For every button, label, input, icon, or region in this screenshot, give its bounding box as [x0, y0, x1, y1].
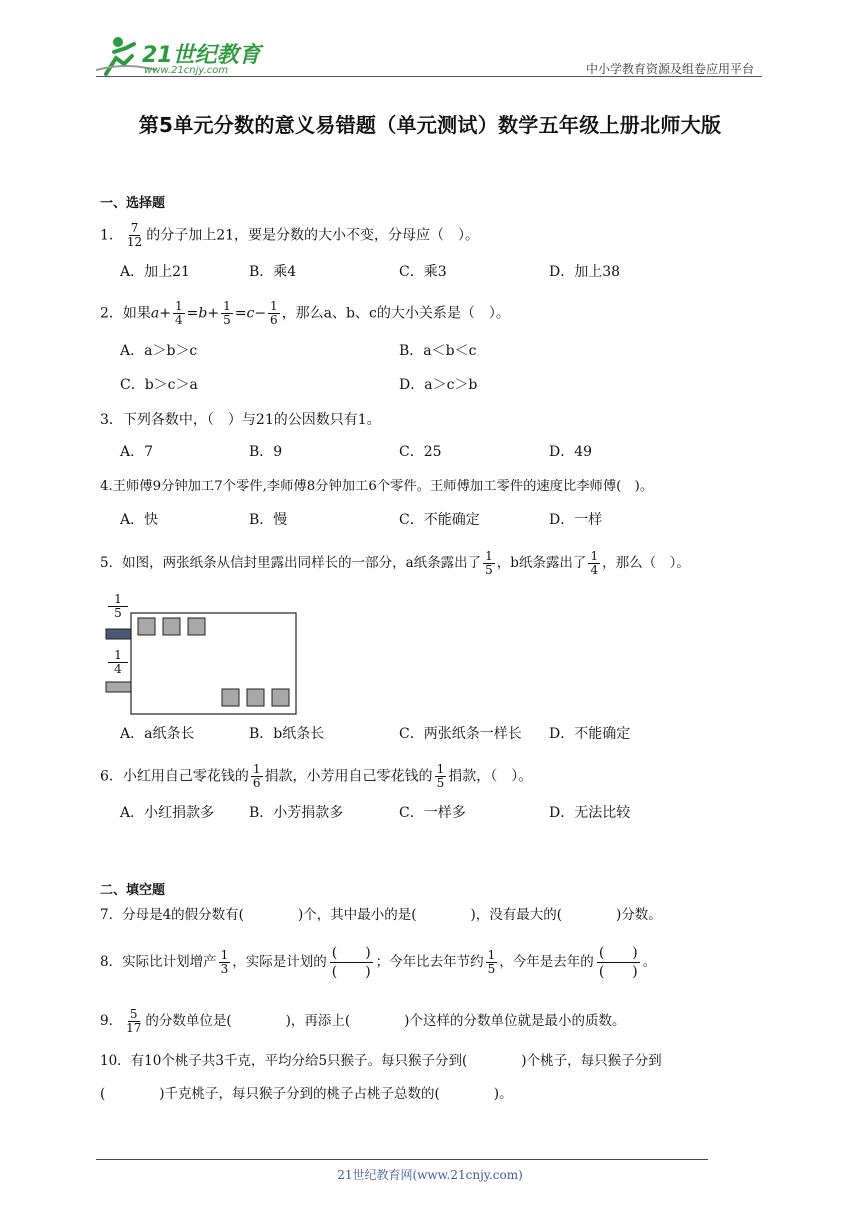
q5-option-a: A．a纸条长 [120, 726, 195, 742]
frac-den: 4 [590, 563, 599, 577]
q4-option-c: C．不能确定 [399, 512, 480, 528]
stamp [188, 618, 205, 635]
strip-b [106, 682, 132, 692]
q6-text-a: 6．小红用自己零花钱的 [100, 768, 249, 785]
q8-frac-2 [486, 949, 498, 976]
q2-text: ，那么a、b、c的大小关系是（ ）。 [281, 305, 510, 322]
frac-num: 1 [590, 549, 599, 563]
blank-den[interactable]: ( ) [331, 964, 371, 980]
q9-text: 的分数单位是( )，再添上( )个这样的分数单位就是最小的质数。 [145, 1013, 626, 1029]
q6-option-d: D．无法比较 [549, 805, 631, 821]
var-a: a [150, 305, 160, 322]
question-3: 3．下列各数中，（ ）与21的公因数只有1。 [100, 412, 381, 428]
q5-option-b: B．b纸条长 [249, 726, 325, 742]
frac-num: 5 [129, 1007, 138, 1021]
frac-den: 4 [114, 662, 122, 676]
q1-text: 的分子加上21，要是分数的大小不变，分母应（ ）。 [146, 227, 480, 244]
stamp [222, 689, 239, 706]
q2-option-b: B．a＜b＜c [399, 343, 477, 359]
envelope-svg [100, 590, 305, 720]
frac-num: 7 [130, 221, 139, 235]
q8-frac-1 [219, 949, 231, 976]
frac-num: 1 [175, 299, 183, 313]
q6-frac-2 [435, 763, 447, 790]
frac-num: 1 [108, 649, 128, 663]
q1-option-d: D．加上38 [549, 264, 621, 280]
frac-num: 1 [108, 593, 128, 607]
q1-fraction [125, 222, 144, 249]
q3-option-d: D．49 [549, 444, 593, 460]
section-heading-choice: 一、选择题 [100, 196, 166, 211]
question-9 [100, 1008, 625, 1035]
envelope [131, 613, 296, 714]
q4-option-a: A．快 [120, 512, 159, 528]
q6-text-b: 捐款，小芳用自己零花钱的 [264, 768, 433, 785]
q1-option-b: B．乘4 [249, 264, 297, 280]
strip-a [106, 629, 132, 639]
envelope-figure [100, 590, 305, 720]
frac-den: 5 [436, 776, 445, 790]
q2-frac-3 [268, 300, 280, 327]
q8-blank-fraction-1[interactable] [330, 944, 373, 981]
q1-option-c: C．乘3 [399, 264, 447, 280]
frac-num: 1 [270, 299, 278, 313]
q1-option-a: A．加上21 [120, 264, 190, 280]
frac-den: 6 [270, 313, 278, 327]
footer-text: 21世纪教育网(www.21cnjy.com) [337, 1168, 523, 1182]
footer-divider [96, 1159, 708, 1160]
blank-den[interactable]: ( ) [598, 964, 638, 980]
frac-den: 5 [114, 606, 122, 620]
question-10-line-2: ( )千克桃子，每只猴子分到的桃子占桃子总数的( )。 [100, 1086, 513, 1102]
q6-option-c: C．一样多 [399, 805, 466, 821]
question-8 [100, 944, 656, 981]
q2-number: 2．如果 [100, 305, 151, 322]
site-logo [96, 34, 266, 80]
q3-option-a: A．7 [120, 444, 154, 460]
equal-sign: = [186, 305, 199, 322]
q8-text-e: 。 [642, 954, 657, 970]
frac-num: 1 [223, 299, 231, 313]
q6-option-a: A．小红捐款多 [120, 805, 215, 821]
var-c: c [246, 305, 255, 322]
stamp [272, 689, 289, 706]
q6-frac-1 [251, 763, 263, 790]
q5-frac-2 [588, 550, 600, 577]
frac-num: 1 [220, 948, 229, 962]
platform-label: 中小学教育资源及组卷应用平台 [585, 62, 754, 76]
blank-num[interactable]: ( ) [598, 945, 638, 961]
frac-den: 17 [126, 1021, 142, 1035]
frac-den: 12 [126, 235, 143, 249]
var-b: b [198, 305, 208, 322]
frac-den: 5 [485, 563, 493, 577]
q5-text-b: ，b纸条露出了 [496, 555, 587, 571]
frac-den: 3 [220, 962, 229, 976]
frac-num: 1 [487, 948, 496, 962]
question-4: 4.王师傅9分钟加工7个零件,李师傅8分钟加工6个零件。王师傅加工零件的速度比李师傅( )。 [100, 479, 654, 494]
logo-url: www.21cnjy.com [144, 65, 229, 76]
q6-option-b: B．小芳捐款多 [249, 805, 344, 821]
frac-den: 4 [175, 313, 183, 327]
blank-num[interactable]: ( ) [331, 945, 371, 961]
frac-num: 1 [436, 762, 445, 776]
frac-den: 5 [223, 313, 231, 327]
q8-blank-fraction-2[interactable] [597, 944, 640, 981]
question-2 [100, 300, 510, 327]
q2-option-a: A．a＞b＞c [120, 343, 198, 359]
q5-option-c: C．两张纸条一样长 [399, 726, 522, 742]
stamp [138, 618, 155, 635]
header-divider [96, 76, 762, 77]
question-5 [100, 550, 690, 577]
q9-fraction [124, 1008, 143, 1035]
section-heading-fill: 二、填空题 [100, 883, 166, 898]
stamp [247, 689, 264, 706]
q3-option-b: B．9 [249, 444, 283, 460]
q1-number: 1． [100, 227, 123, 244]
q4-option-d: D．一样 [549, 512, 603, 528]
q2-frac-1 [173, 300, 185, 327]
frac-num: 1 [252, 762, 261, 776]
q2-option-c: C．b＞c＞a [120, 377, 198, 393]
q5-text-a: 5．如图，两张纸条从信封里露出同样长的一部分，a纸条露出了 [100, 555, 482, 571]
q5-frac-1 [483, 550, 495, 577]
q2-frac-2 [221, 300, 233, 327]
page-title: 第5单元分数的意义易错题（单元测试）数学五年级上册北师大版 [138, 113, 722, 137]
q8-text-d: ，今年是去年的 [499, 954, 594, 970]
question-7: 7．分母是4的假分数有( )个，其中最小的是( )，没有最大的( )分数。 [100, 907, 662, 923]
q8-text-a: 8．实际比计划增产 [100, 954, 217, 970]
plus-sign: + [159, 305, 172, 322]
q8-text-c: ；今年比去年节约 [375, 954, 484, 970]
frac-den: 6 [252, 776, 261, 790]
frac-num: 1 [485, 549, 493, 563]
q5-option-d: D．不能确定 [549, 726, 631, 742]
frac-den: 5 [487, 962, 496, 976]
q2-option-d: D．a＞c＞b [399, 377, 478, 393]
equal-sign: = [234, 305, 247, 322]
stamp [163, 618, 180, 635]
q8-text-b: ，实际是计划的 [232, 954, 327, 970]
question-1 [100, 222, 479, 249]
question-10-line-1: 10．有10个桃子共3千克，平均分给5只猴子。每只猴子分到( )个桃子，每只猴子分到 [100, 1053, 662, 1069]
q5-text-c: ，那么（ ）。 [602, 555, 690, 571]
q6-text-c: 捐款，（ ）。 [448, 768, 533, 785]
minus-sign: − [254, 305, 267, 322]
logo-text: 21世纪教育 [142, 43, 261, 68]
q4-option-b: B．慢 [249, 512, 288, 528]
question-6 [100, 763, 532, 790]
q3-option-c: C．25 [399, 444, 442, 460]
q9-number: 9． [100, 1013, 123, 1029]
plus-sign: + [207, 305, 220, 322]
